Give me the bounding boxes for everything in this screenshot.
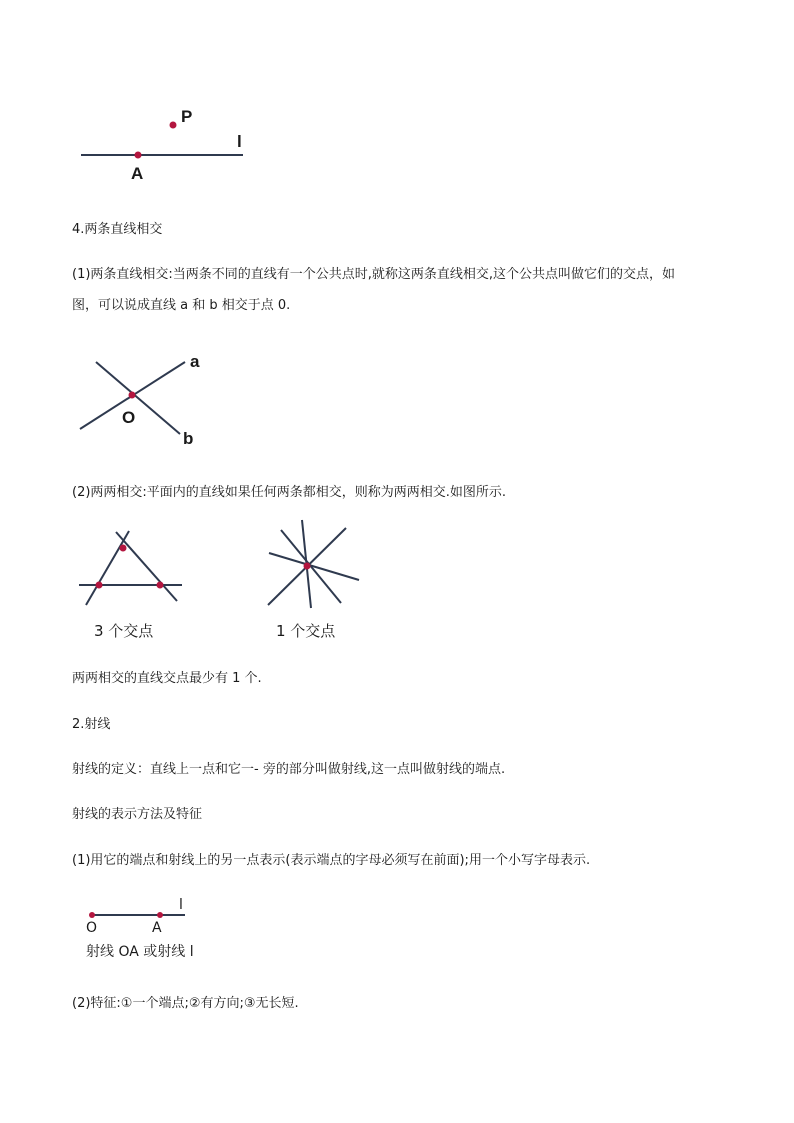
- label-line-a: a: [190, 352, 200, 371]
- section-heading-intersect: 4.两条直线相交: [72, 222, 163, 237]
- label-ray-a: A: [152, 920, 162, 936]
- label-line-b: b: [183, 429, 194, 448]
- label-ray-l: l: [179, 897, 183, 913]
- paragraph-ray-representation: (1)用它的端点和射线上的另一点表示(表示端点的字母必须写在前面);用一个小写字母表示.: [72, 853, 591, 868]
- section-heading-ray: 2.射线: [72, 717, 111, 732]
- paragraph-intersect-line1: (1)两条直线相交:当两条不同的直线有一个公共点时,就称这两条直线相交,这个公共点叫做它们的交点，如: [72, 267, 676, 282]
- label-point-a: A: [131, 164, 144, 183]
- caption-ray-oa: 射线 OA 或射线 l: [86, 944, 194, 960]
- paragraph-ray-features: (2)特征:①一个端点;②有方向;③无长短.: [72, 996, 299, 1011]
- label-line-l: l: [237, 132, 242, 151]
- caption-three-points: 3 个交点: [94, 622, 154, 640]
- paragraph-minimum-intersections: 两两相交的直线交点最少有 1 个.: [72, 671, 262, 686]
- subheading-ray-representation: 射线的表示方法及特征: [72, 807, 203, 822]
- label-ray-o: O: [86, 920, 98, 936]
- label-point-p: P: [181, 107, 193, 126]
- paragraph-intersect-line2: 图，可以说成直线 a 和 b 相交于点 0.: [72, 298, 291, 313]
- paragraph-ray-definition: 射线的定义：直线上一点和它一- 旁的部分叫做射线,这一点叫做射线的端点.: [72, 762, 506, 777]
- label-point-o: O: [122, 408, 136, 427]
- caption-one-point: 1 个交点: [276, 622, 336, 640]
- paragraph-pairwise: (2)两两相交:平面内的直线如果任何两条都相交，则称为两两相交.如图所示.: [72, 485, 507, 500]
